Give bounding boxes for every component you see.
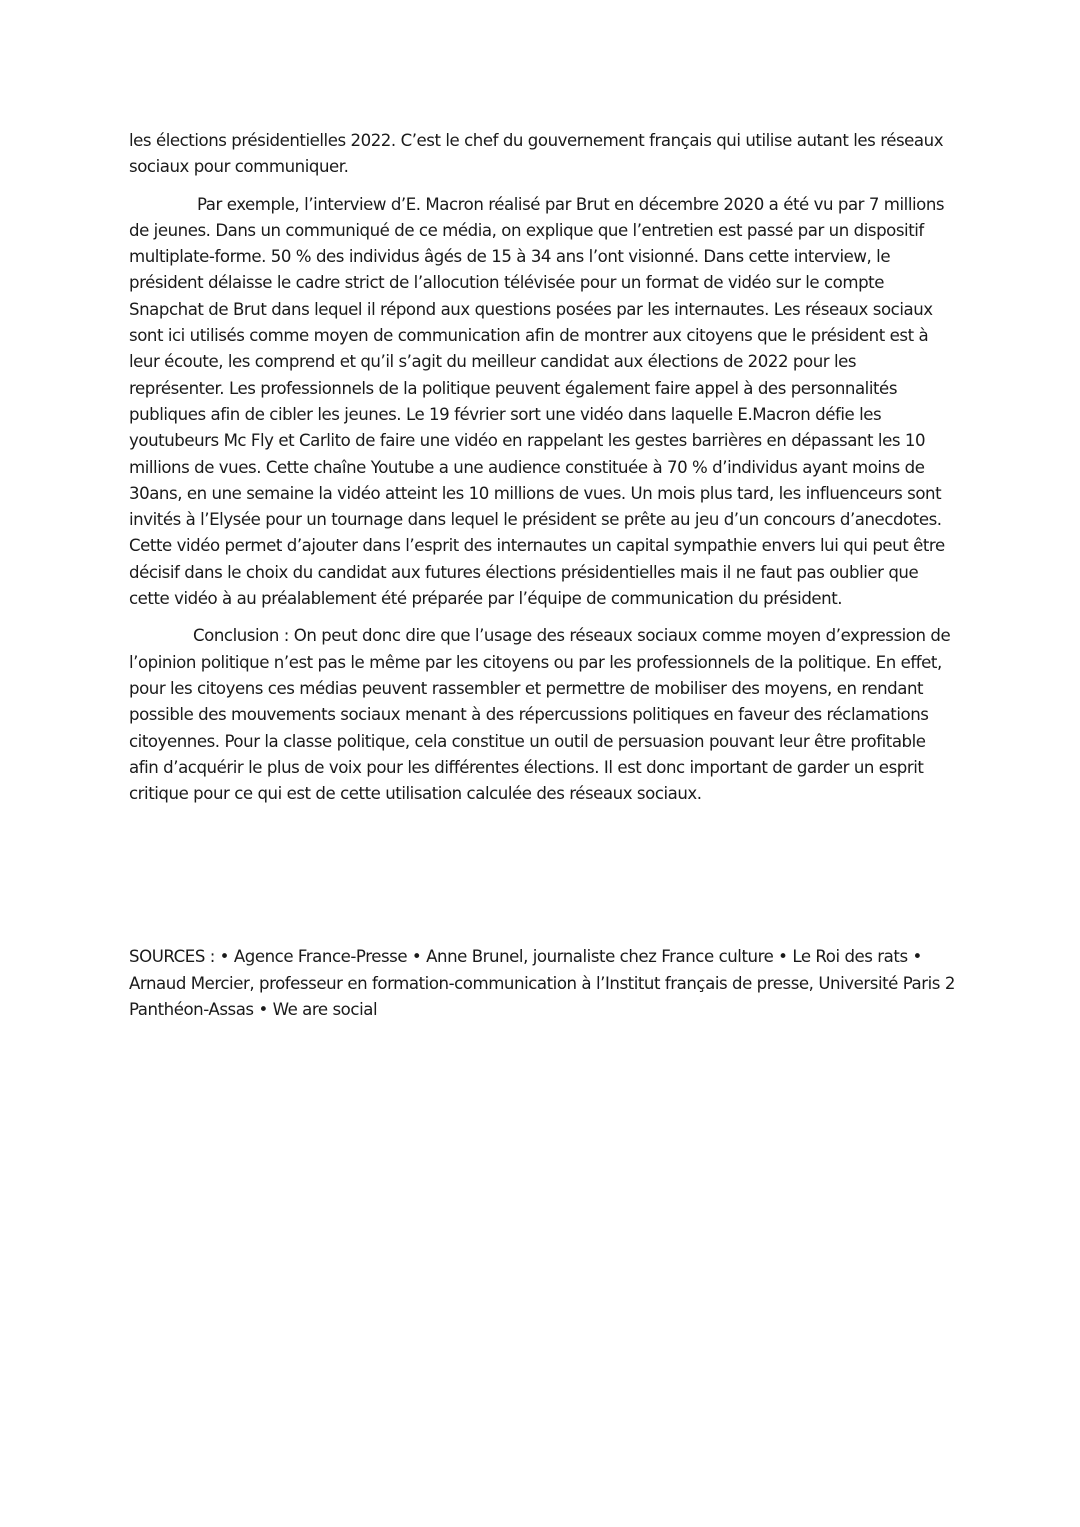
document-page	[129, 128, 955, 1023]
paragraph-intro-continuation: les élections présidentielles 2022. C’est le chef du gouvernement français qui utilise autant les réseaux sociaux pour communiquer.	[129, 131, 944, 177]
paragraph-example: Par exemple, l’interview d’E. Macron réalisé par Brut en décembre 2020 a été vu par 7 millions de jeunes. Dans un communiqué de ce média, on explique que l’entretien est passé par un dispositif multiplate-forme. 50 % des individus âgés de 15 à 34 ans l’ont visionné. Dans cette interview, le président délaisse le cadre strict de l’allocution télévisée pour un format de vidéo sur le compte Snapchat de Brut dans lequel il répond aux questions posées par les internautes. Les réseaux sociaux sont ici utilisés comme moyen de communication afin de montrer aux citoyens que le président est à leur écoute, les comprend et qu’il s’agit du meilleur candidat aux élections de 2022 pour les représenter. Les professionnels de la politique peuvent également faire appel à des personnalités publiques afin de cibler les jeunes. Le 19 février sort une vidéo dans laquelle E.Macron défie les youtubeurs Mc Fly et Carlito de faire une vidéo en rappelant les gestes barrières en dépassant les 10 millions de vues. Cette chaîne Youtube a une audience constituée à 70 % d’individus ayant moins de 30ans, en une semaine la vidéo atteint les 10 millions de vues. Un mois plus tard, les influenceurs sont invités à l’Elysée pour un tournage dans lequel le président se prête au jeu d’un concours d’anecdotes. Cette vidéo permet d’ajouter dans l’esprit des internautes un capital sympathie envers lui qui peut être décisif dans le choix du candidat aux futures élections présidentielles mais il ne faut pas oublier que cette vidéo à au préalablement été préparée par l’équipe de communication du président.	[129, 194, 945, 609]
sources-list: SOURCES : • Agence France-Presse • Anne Brunel, journaliste chez France culture • Le Roi des rats • Arnaud Mercier, professeur en formation-communication à l’Institut français de presse, Université Paris 2 Panthéon-Assas • We are social	[129, 947, 955, 1020]
paragraph-conclusion: Conclusion : On peut donc dire que l’usage des réseaux sociaux comme moyen d’expression de l’opinion politique n’est pas le même par les citoyens ou par les professionnels de la politique. En effet, pour les citoyens ces médias peuvent rassembler et permettre de mobiliser des moyens, en rendant possible des mouvements sociaux menant à des répercussions politiques en faveur des réclamations citoyennes. Pour la classe politique, cela constitue un outil de persuasion pouvant leur être profitable afin d’acquérir le plus de voix pour les différentes élections. Il est donc important de garder un esprit critique pour ce qui est de cette utilisation calculée des réseaux sociaux.	[129, 626, 951, 804]
